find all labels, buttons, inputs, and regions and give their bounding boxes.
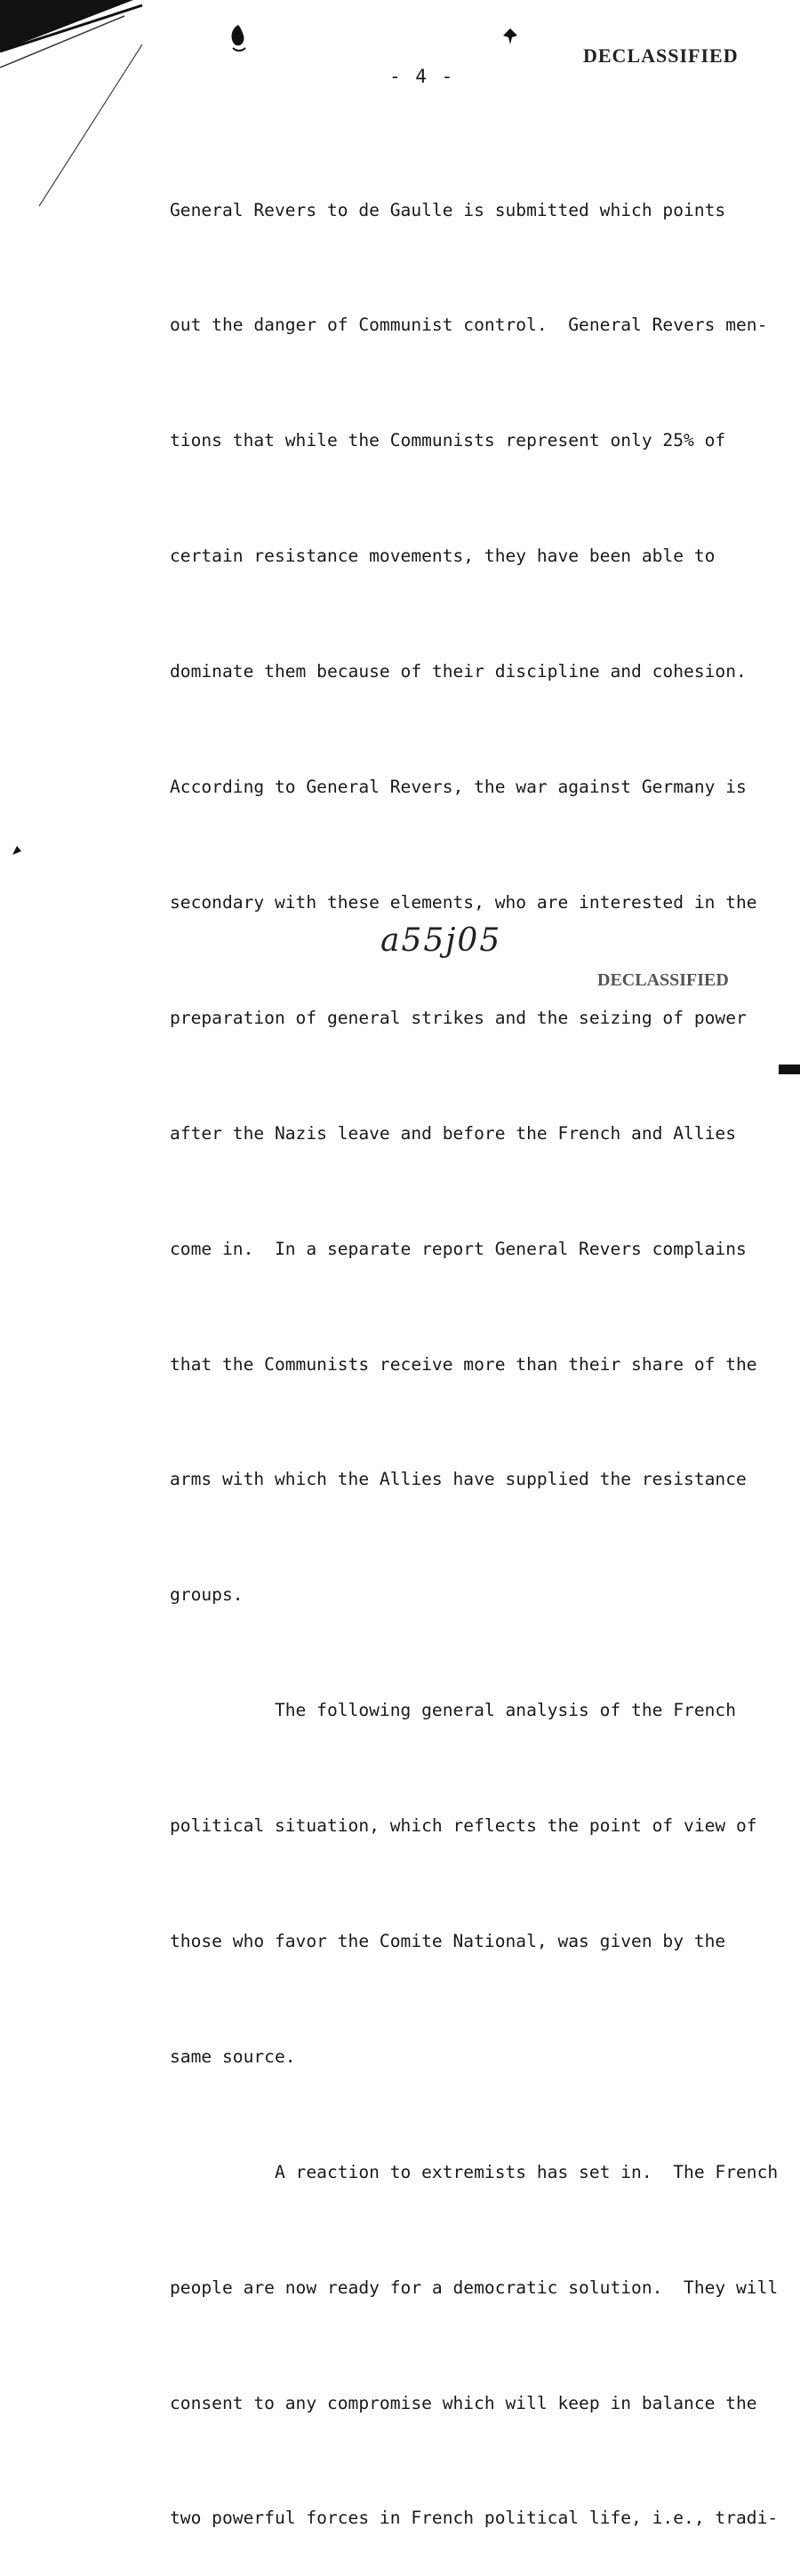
declassified-stamp-bottom: DECLASSIFIED — [597, 970, 729, 990]
punch-hole-mark-left — [228, 23, 249, 53]
body-line: out the danger of Communist control. General Revers men- — [170, 315, 768, 336]
body-line: secondary with these elements, who are interested in the — [170, 891, 757, 913]
body-line: that the Communists receive more than their share of the — [170, 1353, 757, 1375]
bottom-right-edge-mark — [779, 1065, 800, 1074]
body-line: political situation, which reflects the point of view of — [170, 1815, 757, 1837]
body-line: dominate them because of their discipline and cohesion. — [170, 661, 747, 682]
body-line: those who favor the Comite National, was given by the — [170, 1930, 726, 1951]
body-line: after the Nazis leave and before the French and Allies — [170, 1122, 737, 1144]
declassified-stamp-top: DECLASSIFIED — [583, 44, 739, 67]
scan-edge-mark — [0, 0, 160, 213]
body-line: certain resistance movements, they have been able to — [170, 546, 716, 567]
body-line: two powerful forces in French political life, i.e., tradi- — [170, 2508, 779, 2529]
body-line: consent to any compromise which will keep in balance the — [170, 2392, 757, 2413]
body-line: same source. — [170, 2046, 296, 2067]
body-line: The following general analysis of the French — [170, 1700, 737, 1721]
body-line: arms with which the Allies have supplied the resistance — [170, 1469, 747, 1490]
body-line: come in. In a separate report General Revers complains — [170, 1238, 747, 1259]
document-body — [170, 114, 779, 2576]
body-line: General Revers to de Gaulle is submitted which points — [170, 199, 726, 220]
body-line: people are now ready for a democratic solution. They will — [170, 2277, 779, 2298]
body-line: A reaction to extremists has set in. The French — [170, 2161, 779, 2182]
body-line: preparation of general strikes and the seizing of power — [170, 1007, 747, 1028]
body-line: According to General Revers, the war against Germany is — [170, 777, 747, 798]
punch-hole-mark-right — [500, 27, 521, 48]
body-line: groups. — [170, 1584, 244, 1606]
body-line: tions that while the Communists represent only 25% of — [170, 430, 726, 451]
margin-speck — [11, 844, 23, 857]
handwritten-archive-number: a55j05 — [380, 922, 502, 959]
page-number: - 4 - — [389, 66, 455, 87]
